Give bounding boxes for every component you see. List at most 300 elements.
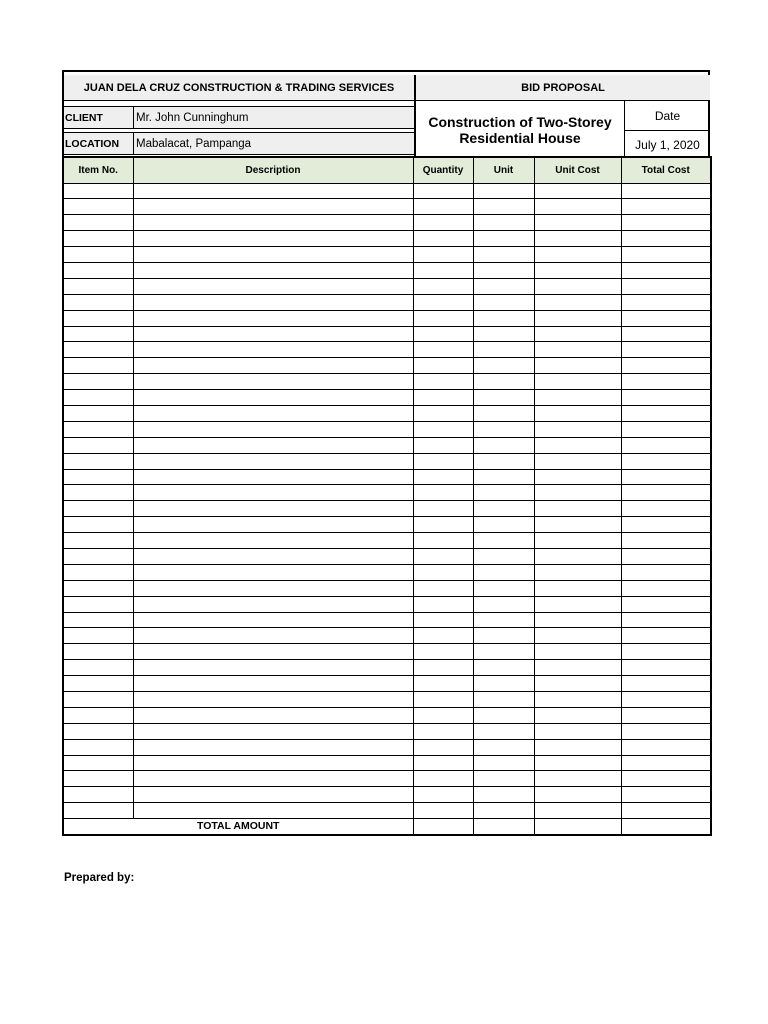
- unit-cost-cell[interactable]: [534, 755, 621, 771]
- unit-cost-cell[interactable]: [534, 374, 621, 390]
- unit-cell[interactable]: [473, 707, 534, 723]
- total-cost-cell[interactable]: [621, 723, 711, 739]
- unit-cost-cell[interactable]: [534, 485, 621, 501]
- unit-cost-cell[interactable]: [534, 771, 621, 787]
- unit-cost-cell[interactable]: [534, 390, 621, 406]
- item-no-cell[interactable]: [63, 612, 133, 628]
- unit-cost-cell[interactable]: [534, 199, 621, 215]
- table-row: [63, 660, 711, 676]
- quantity-cell[interactable]: [413, 548, 473, 564]
- unit-cell[interactable]: [473, 294, 534, 310]
- total-cost-cell[interactable]: [621, 469, 711, 485]
- unit-cost-cell[interactable]: [534, 803, 621, 819]
- unit-cell[interactable]: [473, 453, 534, 469]
- prepared-by-label: Prepared by:: [64, 872, 135, 884]
- quantity-cell[interactable]: [413, 342, 473, 358]
- description-cell[interactable]: [133, 215, 413, 231]
- total-cost-cell[interactable]: [621, 326, 711, 342]
- location-value[interactable]: Mabalacat, Pampanga: [134, 133, 414, 155]
- total-cost-cell[interactable]: [621, 771, 711, 787]
- unit-cell[interactable]: [473, 612, 534, 628]
- item-no-cell[interactable]: [63, 755, 133, 771]
- total-amount-cell[interactable]: [621, 819, 711, 835]
- table-row: [63, 485, 711, 501]
- total-cost-cell[interactable]: [621, 453, 711, 469]
- item-no-cell[interactable]: [63, 342, 133, 358]
- unit-cost-cell[interactable]: [534, 358, 621, 374]
- total-cost-cell[interactable]: [621, 437, 711, 453]
- total-cost-cell[interactable]: [621, 580, 711, 596]
- unit-cost-cell[interactable]: [534, 660, 621, 676]
- total-cost-cell[interactable]: [621, 564, 711, 580]
- description-cell[interactable]: [133, 469, 413, 485]
- total-cost-cell[interactable]: [621, 405, 711, 421]
- description-cell[interactable]: [133, 405, 413, 421]
- quantity-cell[interactable]: [413, 660, 473, 676]
- unit-cell[interactable]: [473, 310, 534, 326]
- item-no-cell[interactable]: [63, 183, 133, 199]
- table-row: [63, 374, 711, 390]
- description-cell[interactable]: [133, 771, 413, 787]
- total-cost-cell[interactable]: [621, 676, 711, 692]
- item-no-cell[interactable]: [63, 644, 133, 660]
- quantity-cell[interactable]: [413, 676, 473, 692]
- unit-cell[interactable]: [473, 421, 534, 437]
- item-no-cell[interactable]: [63, 310, 133, 326]
- quantity-cell[interactable]: [413, 723, 473, 739]
- item-no-cell[interactable]: [63, 548, 133, 564]
- quantity-cell[interactable]: [413, 358, 473, 374]
- description-cell[interactable]: [133, 501, 413, 517]
- unit-cost-cell[interactable]: [534, 437, 621, 453]
- unit-cost-cell[interactable]: [534, 469, 621, 485]
- unit-cell[interactable]: [473, 660, 534, 676]
- quantity-cell[interactable]: [413, 580, 473, 596]
- unit-cell[interactable]: [473, 183, 534, 199]
- item-no-cell[interactable]: [63, 723, 133, 739]
- total-cost-cell[interactable]: [621, 183, 711, 199]
- unit-cell[interactable]: [473, 692, 534, 708]
- quantity-cell[interactable]: [413, 405, 473, 421]
- unit-cell[interactable]: [473, 199, 534, 215]
- item-no-cell[interactable]: [63, 803, 133, 819]
- quantity-cell[interactable]: [413, 803, 473, 819]
- unit-cell[interactable]: [473, 501, 534, 517]
- table-row: [63, 183, 711, 199]
- unit-cost-cell[interactable]: [534, 278, 621, 294]
- unit-cost-cell[interactable]: [534, 533, 621, 549]
- unit-cost-cell[interactable]: [534, 342, 621, 358]
- unit-cell[interactable]: [473, 771, 534, 787]
- table-row: [63, 342, 711, 358]
- unit-cell[interactable]: [473, 405, 534, 421]
- description-cell[interactable]: [133, 707, 413, 723]
- unit-cost-cell[interactable]: [534, 231, 621, 247]
- unit-cell[interactable]: [473, 342, 534, 358]
- table-row: [63, 421, 711, 437]
- unit-cost-cell[interactable]: [534, 787, 621, 803]
- item-no-cell[interactable]: [63, 405, 133, 421]
- quantity-cell[interactable]: [413, 787, 473, 803]
- table-body: [63, 183, 711, 819]
- total-label: TOTAL AMOUNT: [63, 819, 413, 835]
- table-row: [63, 596, 711, 612]
- item-no-cell[interactable]: [63, 199, 133, 215]
- description-cell[interactable]: [133, 310, 413, 326]
- unit-cost-cell[interactable]: [534, 421, 621, 437]
- quantity-cell[interactable]: [413, 278, 473, 294]
- total-cost-cell[interactable]: [621, 262, 711, 278]
- quantity-cell[interactable]: [413, 596, 473, 612]
- unit-cost-cell[interactable]: [534, 262, 621, 278]
- quantity-cell[interactable]: [413, 390, 473, 406]
- client-value[interactable]: Mr. John Cunninghum: [134, 107, 414, 129]
- quantity-cell[interactable]: [413, 294, 473, 310]
- unit-cell[interactable]: [473, 278, 534, 294]
- total-cost-cell[interactable]: [621, 707, 711, 723]
- table-row: [63, 390, 711, 406]
- item-no-cell[interactable]: [63, 262, 133, 278]
- table-row: [63, 294, 711, 310]
- table-row: [63, 453, 711, 469]
- quantity-cell[interactable]: [413, 247, 473, 263]
- total-cost-cell[interactable]: [621, 215, 711, 231]
- quantity-cell[interactable]: [413, 771, 473, 787]
- quantity-cell[interactable]: [413, 199, 473, 215]
- item-no-cell[interactable]: [63, 437, 133, 453]
- project-title-line1: Construction of Two-Storey: [428, 113, 612, 130]
- col-item-no: Item No.: [63, 157, 133, 183]
- table-row: [63, 692, 711, 708]
- quantity-cell[interactable]: [413, 755, 473, 771]
- total-cell[interactable]: [534, 819, 621, 835]
- total-cost-cell[interactable]: [621, 660, 711, 676]
- unit-cost-cell[interactable]: [534, 628, 621, 644]
- quantity-cell[interactable]: [413, 215, 473, 231]
- item-no-cell[interactable]: [63, 215, 133, 231]
- description-cell[interactable]: [133, 342, 413, 358]
- col-description: Description: [133, 157, 413, 183]
- item-no-cell[interactable]: [63, 453, 133, 469]
- total-cost-cell[interactable]: [621, 231, 711, 247]
- total-cost-cell[interactable]: [621, 310, 711, 326]
- description-cell[interactable]: [133, 183, 413, 199]
- total-cost-cell[interactable]: [621, 517, 711, 533]
- quantity-cell[interactable]: [413, 262, 473, 278]
- unit-cost-cell[interactable]: [534, 644, 621, 660]
- quantity-cell[interactable]: [413, 453, 473, 469]
- item-no-cell[interactable]: [63, 326, 133, 342]
- total-cost-cell[interactable]: [621, 803, 711, 819]
- unit-cell[interactable]: [473, 723, 534, 739]
- total-cost-cell[interactable]: [621, 390, 711, 406]
- item-no-cell[interactable]: [63, 358, 133, 374]
- quantity-cell[interactable]: [413, 628, 473, 644]
- unit-cell[interactable]: [473, 628, 534, 644]
- unit-cell[interactable]: [473, 215, 534, 231]
- total-cost-cell[interactable]: [621, 485, 711, 501]
- quantity-cell[interactable]: [413, 485, 473, 501]
- quantity-cell[interactable]: [413, 517, 473, 533]
- unit-cell[interactable]: [473, 326, 534, 342]
- unit-cost-cell[interactable]: [534, 676, 621, 692]
- unit-cell[interactable]: [473, 755, 534, 771]
- unit-cell[interactable]: [473, 262, 534, 278]
- total-cost-cell[interactable]: [621, 533, 711, 549]
- total-cost-cell[interactable]: [621, 294, 711, 310]
- total-cost-cell[interactable]: [621, 342, 711, 358]
- item-no-cell[interactable]: [63, 692, 133, 708]
- item-no-cell[interactable]: [63, 501, 133, 517]
- description-cell[interactable]: [133, 628, 413, 644]
- description-cell[interactable]: [133, 692, 413, 708]
- total-cost-cell[interactable]: [621, 199, 711, 215]
- col-unit-cost: Unit Cost: [534, 157, 621, 183]
- total-cost-cell[interactable]: [621, 755, 711, 771]
- table-row: [63, 771, 711, 787]
- quantity-cell[interactable]: [413, 692, 473, 708]
- item-no-cell[interactable]: [63, 564, 133, 580]
- description-cell[interactable]: [133, 723, 413, 739]
- col-total-cost: Total Cost: [621, 157, 711, 183]
- description-cell[interactable]: [133, 485, 413, 501]
- total-cost-cell[interactable]: [621, 787, 711, 803]
- total-cost-cell[interactable]: [621, 374, 711, 390]
- description-cell[interactable]: [133, 231, 413, 247]
- unit-cost-cell[interactable]: [534, 564, 621, 580]
- item-no-cell[interactable]: [63, 628, 133, 644]
- description-cell[interactable]: [133, 548, 413, 564]
- total-cost-cell[interactable]: [621, 596, 711, 612]
- item-no-cell[interactable]: [63, 739, 133, 755]
- quantity-cell[interactable]: [413, 707, 473, 723]
- item-no-cell[interactable]: [63, 707, 133, 723]
- unit-cost-cell[interactable]: [534, 294, 621, 310]
- table-row: [63, 231, 711, 247]
- unit-cell[interactable]: [473, 533, 534, 549]
- description-cell[interactable]: [133, 390, 413, 406]
- description-cell[interactable]: [133, 803, 413, 819]
- unit-cell[interactable]: [473, 374, 534, 390]
- item-no-cell[interactable]: [63, 580, 133, 596]
- table-row: [63, 755, 711, 771]
- quantity-cell[interactable]: [413, 231, 473, 247]
- column-header-row: [63, 157, 711, 183]
- description-cell[interactable]: [133, 358, 413, 374]
- item-no-cell[interactable]: [63, 485, 133, 501]
- unit-cost-cell[interactable]: [534, 692, 621, 708]
- unit-cost-cell[interactable]: [534, 247, 621, 263]
- quantity-cell[interactable]: [413, 644, 473, 660]
- table-row: [63, 739, 711, 755]
- unit-cell[interactable]: [473, 358, 534, 374]
- quantity-cell[interactable]: [413, 469, 473, 485]
- description-cell[interactable]: [133, 278, 413, 294]
- unit-cell[interactable]: [473, 580, 534, 596]
- table-row: [63, 247, 711, 263]
- unit-cell[interactable]: [473, 644, 534, 660]
- description-cell[interactable]: [133, 374, 413, 390]
- total-cost-cell[interactable]: [621, 644, 711, 660]
- quantity-cell[interactable]: [413, 310, 473, 326]
- quantity-cell[interactable]: [413, 326, 473, 342]
- total-cost-cell[interactable]: [621, 628, 711, 644]
- table-row: [63, 469, 711, 485]
- project-title-line2: Residential House: [459, 129, 581, 146]
- unit-cost-cell[interactable]: [534, 548, 621, 564]
- table-row: [63, 628, 711, 644]
- unit-cost-cell[interactable]: [534, 517, 621, 533]
- total-cost-cell[interactable]: [621, 612, 711, 628]
- description-cell[interactable]: [133, 787, 413, 803]
- unit-cell[interactable]: [473, 548, 534, 564]
- unit-cell[interactable]: [473, 437, 534, 453]
- description-cell[interactable]: [133, 517, 413, 533]
- total-cost-cell[interactable]: [621, 278, 711, 294]
- table-row: [63, 612, 711, 628]
- unit-cost-cell[interactable]: [534, 215, 621, 231]
- item-no-cell[interactable]: [63, 374, 133, 390]
- description-cell[interactable]: [133, 294, 413, 310]
- description-cell[interactable]: [133, 564, 413, 580]
- description-cell[interactable]: [133, 755, 413, 771]
- description-cell[interactable]: [133, 533, 413, 549]
- table-row: [63, 580, 711, 596]
- unit-cost-cell[interactable]: [534, 310, 621, 326]
- description-cell[interactable]: [133, 676, 413, 692]
- unit-cell[interactable]: [473, 390, 534, 406]
- table-row: [63, 215, 711, 231]
- description-cell[interactable]: [133, 421, 413, 437]
- quantity-cell[interactable]: [413, 437, 473, 453]
- item-no-cell[interactable]: [63, 596, 133, 612]
- bid-proposal-sheet: [62, 70, 710, 836]
- quantity-cell[interactable]: [413, 501, 473, 517]
- total-cost-cell[interactable]: [621, 501, 711, 517]
- table-row: [63, 517, 711, 533]
- quantity-cell[interactable]: [413, 183, 473, 199]
- total-cost-cell[interactable]: [621, 247, 711, 263]
- col-quantity: Quantity: [413, 157, 473, 183]
- unit-cell[interactable]: [473, 564, 534, 580]
- total-cell[interactable]: [473, 819, 534, 835]
- table-row: [63, 533, 711, 549]
- unit-cell[interactable]: [473, 739, 534, 755]
- description-cell[interactable]: [133, 612, 413, 628]
- unit-cost-cell[interactable]: [534, 612, 621, 628]
- table-row: [63, 548, 711, 564]
- date-label: Date: [624, 101, 710, 131]
- table-row: [63, 199, 711, 215]
- unit-cell[interactable]: [473, 676, 534, 692]
- unit-cost-cell[interactable]: [534, 739, 621, 755]
- unit-cell[interactable]: [473, 787, 534, 803]
- unit-cell[interactable]: [473, 469, 534, 485]
- unit-cost-cell[interactable]: [534, 596, 621, 612]
- item-no-cell[interactable]: [63, 247, 133, 263]
- items-table: [62, 156, 712, 836]
- total-row: [63, 819, 711, 835]
- description-cell[interactable]: [133, 739, 413, 755]
- description-cell[interactable]: [133, 660, 413, 676]
- unit-cost-cell[interactable]: [534, 326, 621, 342]
- document-title: BID PROPOSAL: [414, 75, 710, 101]
- total-cost-cell[interactable]: [621, 548, 711, 564]
- unit-cost-cell[interactable]: [534, 405, 621, 421]
- quantity-cell[interactable]: [413, 374, 473, 390]
- description-cell[interactable]: [133, 326, 413, 342]
- total-cost-cell[interactable]: [621, 739, 711, 755]
- table-row: [63, 723, 711, 739]
- unit-cell[interactable]: [473, 803, 534, 819]
- date-value[interactable]: July 1, 2020: [624, 131, 710, 158]
- unit-cost-cell[interactable]: [534, 580, 621, 596]
- unit-cell[interactable]: [473, 596, 534, 612]
- item-no-cell[interactable]: [63, 660, 133, 676]
- description-cell[interactable]: [133, 437, 413, 453]
- item-no-cell[interactable]: [63, 278, 133, 294]
- unit-cell[interactable]: [473, 247, 534, 263]
- item-no-cell[interactable]: [63, 231, 133, 247]
- item-no-cell[interactable]: [63, 676, 133, 692]
- unit-cost-cell[interactable]: [534, 723, 621, 739]
- item-no-cell[interactable]: [63, 787, 133, 803]
- table-row: [63, 803, 711, 819]
- item-no-cell[interactable]: [63, 517, 133, 533]
- item-no-cell[interactable]: [63, 390, 133, 406]
- total-cost-cell[interactable]: [621, 421, 711, 437]
- description-cell[interactable]: [133, 262, 413, 278]
- description-cell[interactable]: [133, 644, 413, 660]
- table-row: [63, 437, 711, 453]
- description-cell[interactable]: [133, 580, 413, 596]
- unit-cell[interactable]: [473, 485, 534, 501]
- description-cell[interactable]: [133, 453, 413, 469]
- unit-cost-cell[interactable]: [534, 453, 621, 469]
- item-no-cell[interactable]: [63, 421, 133, 437]
- quantity-cell[interactable]: [413, 421, 473, 437]
- total-cost-cell[interactable]: [621, 358, 711, 374]
- table-row: [63, 326, 711, 342]
- table-row: [63, 501, 711, 517]
- quantity-cell[interactable]: [413, 533, 473, 549]
- item-no-cell[interactable]: [63, 533, 133, 549]
- description-cell[interactable]: [133, 199, 413, 215]
- quantity-cell[interactable]: [413, 612, 473, 628]
- unit-cell[interactable]: [473, 517, 534, 533]
- quantity-cell[interactable]: [413, 564, 473, 580]
- total-cell[interactable]: [413, 819, 473, 835]
- quantity-cell[interactable]: [413, 739, 473, 755]
- unit-cell[interactable]: [473, 231, 534, 247]
- table-row: [63, 262, 711, 278]
- description-cell[interactable]: [133, 247, 413, 263]
- unit-cost-cell[interactable]: [534, 707, 621, 723]
- table-row: [63, 358, 711, 374]
- project-title[interactable]: [414, 101, 624, 158]
- table-row: [63, 278, 711, 294]
- item-no-cell[interactable]: [63, 469, 133, 485]
- unit-cost-cell[interactable]: [534, 183, 621, 199]
- table-row: [63, 676, 711, 692]
- total-cost-cell[interactable]: [621, 692, 711, 708]
- item-no-cell[interactable]: [63, 771, 133, 787]
- table-row: [63, 787, 711, 803]
- item-no-cell[interactable]: [63, 294, 133, 310]
- unit-cost-cell[interactable]: [534, 501, 621, 517]
- description-cell[interactable]: [133, 596, 413, 612]
- table-row: [63, 405, 711, 421]
